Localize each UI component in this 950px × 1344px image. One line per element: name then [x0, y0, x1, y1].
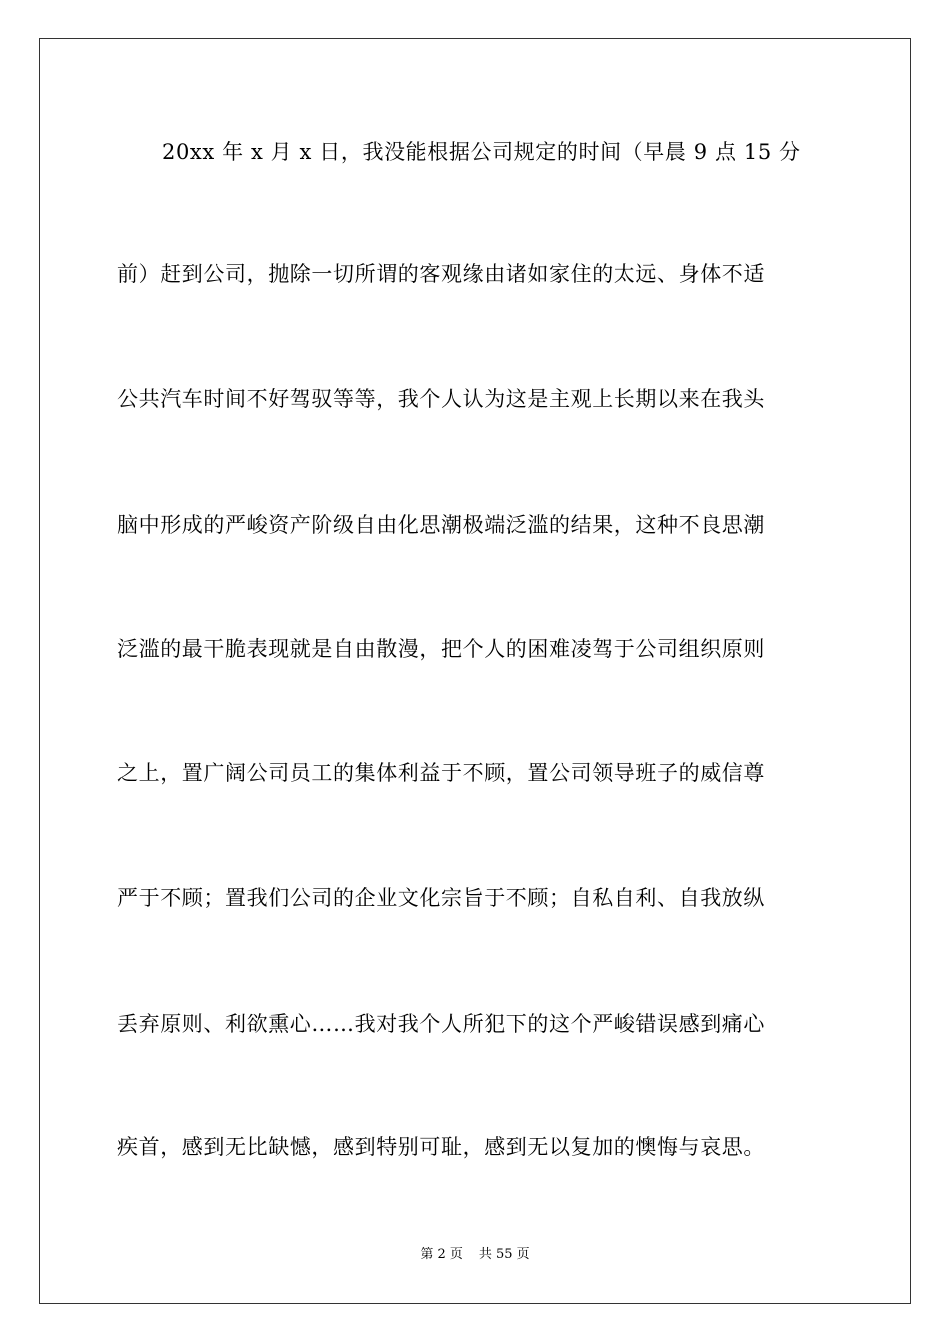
paragraph-line-7: 严于不顾；置我们公司的企业文化宗旨于不顾；自私自利、自我放纵 — [117, 886, 765, 910]
page-footer — [0, 1246, 950, 1264]
page-border — [39, 38, 911, 1304]
page-total: 共 55 页 — [478, 1247, 530, 1262]
paragraph-line-4: 脑中形成的严峻资产阶级自由化思潮极端泛滥的结果，这种不良思潮 — [117, 513, 765, 537]
paragraph-line-3: 公共汽车时间不好驾驭等等，我个人认为这是主观上长期以来在我头 — [117, 387, 765, 411]
paragraph-line-2: 前）赶到公司，抛除一切所谓的客观缘由诸如家住的太远、身体不适 — [117, 262, 765, 286]
paragraph-line-5: 泛滥的最干脆表现就是自由散漫，把个人的困难凌驾于公司组织原则 — [117, 637, 765, 661]
paragraph-line-1: 20xx 年 x 月 x 日，我没能根据公司规定的时间（早晨 9 点 15 分 — [162, 140, 801, 164]
paragraph-line-8: 丢弃原则、利欲熏心……我对我个人所犯下的这个严峻错误感到痛心 — [117, 1012, 765, 1036]
paragraph-line-9: 疾首，感到无比缺憾，感到特别可耻，感到无以复加的懊悔与哀思。 — [117, 1135, 765, 1159]
page-number: 第 2 页 — [420, 1247, 463, 1262]
paragraph-line-6: 之上，置广阔公司员工的集体利益于不顾，置公司领导班子的威信尊 — [117, 761, 765, 785]
